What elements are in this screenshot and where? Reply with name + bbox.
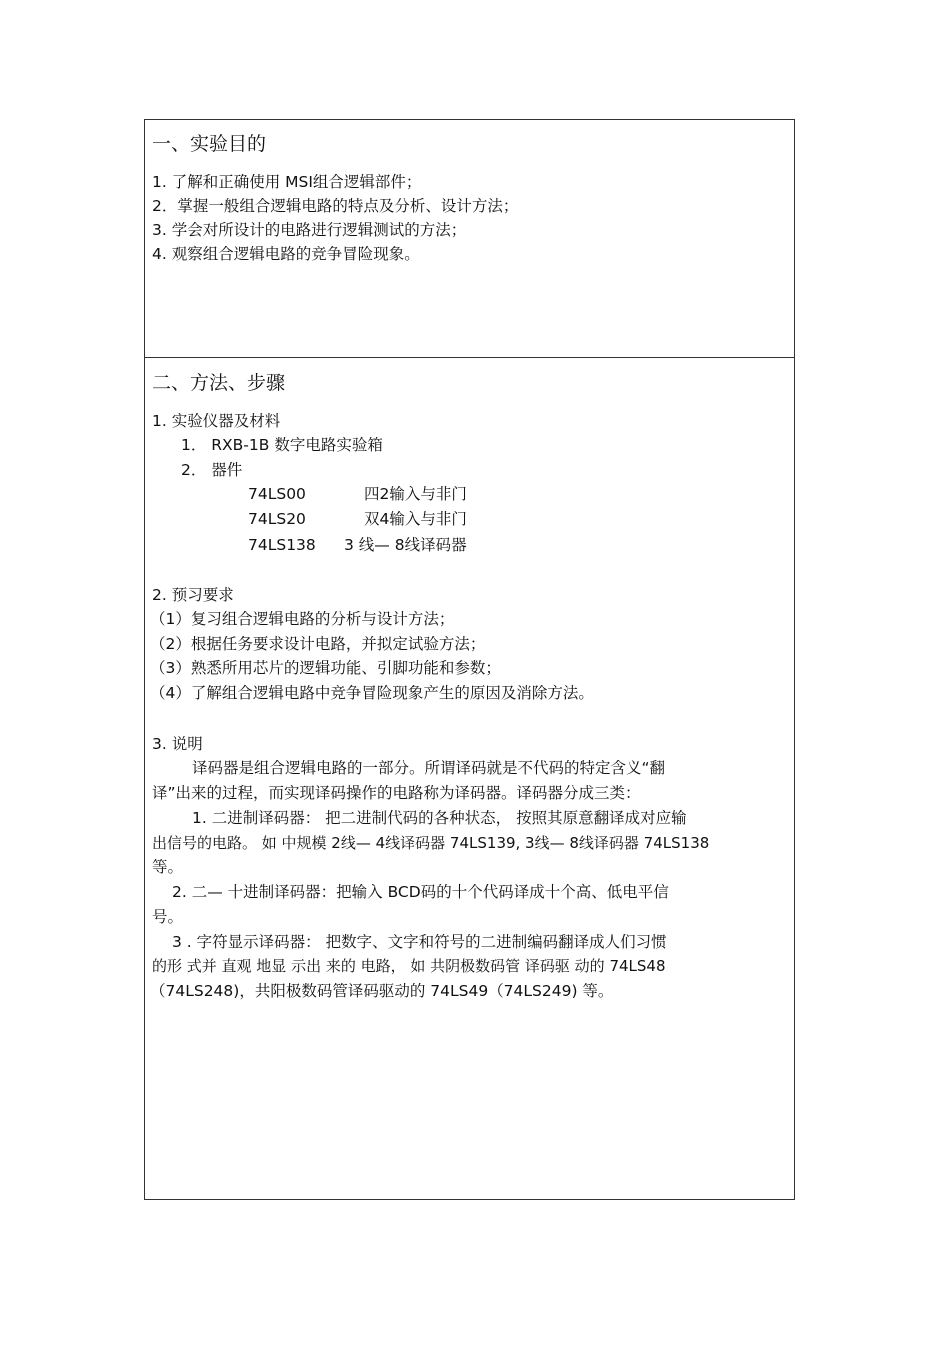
explain-line-10: （74LS248)，共阳极数码管译码驱动的 74LS49（74LS249) 等。 bbox=[150, 982, 614, 1000]
explain-line-8: 3 . 字符显示译码器： 把数字、文字和符号的二进制编码翻译成人们习惯 bbox=[172, 933, 667, 951]
prep-item-1: （1）复习组合逻辑电路的分析与设计方法； bbox=[150, 610, 455, 628]
section-divider bbox=[145, 357, 794, 358]
explain-line-3: 1. 二进制译码器： 把二进制代码的各种状态， 按照其原意翻译成对应输 bbox=[192, 809, 687, 827]
explain-line-1: 译码器是组合逻辑电路的一部分。所谓译码就是不代码的特定含义“翻 bbox=[192, 759, 666, 777]
materials-item-2: 2． 器件 bbox=[181, 461, 243, 479]
materials-heading: 1. 实验仪器及材料 bbox=[152, 412, 281, 430]
part-model: 74LS20 bbox=[248, 510, 306, 528]
explain-line-9: 的形 式并 直观 地显 示出 来的 电路， 如 共阴极数码管 译码驱 动的 74LS48 bbox=[152, 957, 666, 975]
materials-item-1: 1． RXB-1B 数字电路实验箱 bbox=[181, 436, 383, 454]
objective-3: 3. 学会对所设计的电路进行逻辑测试的方法； bbox=[152, 221, 467, 239]
objective-4: 4. 观察组合逻辑电路的竞争冒险现象。 bbox=[152, 245, 420, 263]
objective-2: 2．掌握一般组合逻辑电路的特点及分析、设计方法； bbox=[152, 197, 519, 215]
section1-title: 一、实验目的 bbox=[152, 133, 267, 155]
explain-line-2: 译”出来的过程，而实现译码操作的电路称为译码器。译码器分成三类： bbox=[152, 784, 641, 802]
part-desc: 四2输入与非门 bbox=[364, 485, 467, 503]
part-model: 74LS00 bbox=[248, 485, 306, 503]
explain-heading: 3. 说明 bbox=[152, 735, 203, 753]
section2-title: 二、方法、步骤 bbox=[152, 372, 286, 394]
objective-1: 1. 了解和正确使用 MSI组合逻辑部件； bbox=[152, 173, 422, 191]
explain-line-7: 号。 bbox=[152, 908, 184, 926]
prep-item-3: （3）熟悉所用芯片的逻辑功能、引脚功能和参数； bbox=[150, 659, 501, 677]
document-frame bbox=[144, 119, 795, 1200]
prep-item-4: （4）了解组合逻辑电路中竞争冒险现象产生的原因及消除方法。 bbox=[150, 684, 594, 702]
prep-item-2: （2）根据任务要求设计电路，并拟定试验方法； bbox=[150, 635, 486, 653]
part-model: 74LS138 bbox=[248, 536, 316, 554]
explain-line-6: 2. 二— 十进制译码器：把输入 BCD码的十个代码译成十个高、低电平信 bbox=[172, 883, 669, 901]
explain-line-4: 出信号的电路。 如 中规模 2线— 4线译码器 74LS139, 3线— 8线译码器 74LS138 bbox=[152, 834, 710, 852]
part-desc: 双4输入与非门 bbox=[364, 510, 467, 528]
prep-heading: 2. 预习要求 bbox=[152, 586, 234, 604]
part-desc: 3 线— 8线译码器 bbox=[344, 536, 467, 554]
explain-line-5: 等。 bbox=[152, 858, 184, 876]
